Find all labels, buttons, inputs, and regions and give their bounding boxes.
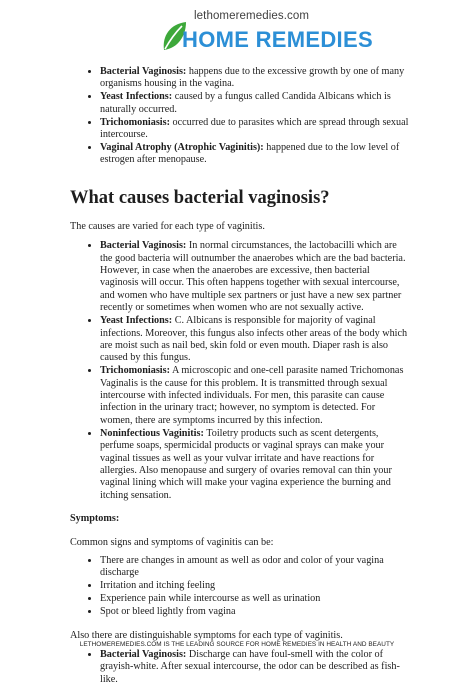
page-footer: LETHOMEREMEDIES.COM IS THE LEADING SOURCE FOR HOME REMEDIES IN HEALTH AND BEAUTY <box>79 641 395 648</box>
causes-list <box>70 240 410 502</box>
symptoms-list <box>70 555 410 619</box>
list-item: • Bacterial Vaginosis: In normal circumstances, the lactobacilli which are the good bacteria will outnumber the anaerobes which are the bad bacteria. However, in case when the anaerobes are excessive, then bacterial vaginosis will occur. This often happens together with sexual intercourse, and women who have multiple sex partners or just have a new sex partner recently or sometimes when women who are not sexually active. <box>100 240 410 314</box>
distinguishable-list <box>70 649 410 686</box>
site-url: lethomeremedies.com <box>194 10 310 22</box>
list-item: • Yeast Infections: C. Albicans is responsible for majority of vaginal infections. Moreover, this fungus also infects other areas of the body which are moist such as nail bed, skin fold or even mouth. Diaper rash is also caused by this fungus. <box>100 315 410 365</box>
list-item: • Trichomoniasis: A microscopic and one-cell parasite named Trichomonas Vaginalis is the cause for this problem. It is transmitted through sexual intercourse with infected individuals. For men, this parasite can cause infection in the urinary tract; however, no symptom is detected. For women, there are symptoms incurred by this infection. <box>100 365 410 427</box>
causes-intro: The causes are varied for each type of vaginitis. <box>70 220 265 232</box>
list-item: • Irritation and itching feeling <box>100 580 410 592</box>
list-item: • Bacterial Vaginosis: Discharge can have foul-smell with the color of grayish-white. After sexual intercourse, the odor can be described as fish-like. <box>100 649 410 686</box>
list-item: • Spot or bleed lightly from vagina <box>100 606 410 618</box>
symptoms-heading: Symptoms: <box>70 513 120 525</box>
list-item: • Vaginal Atrophy (Atrophic Vaginitis): happened due to the low level of estrogen after menopause. <box>100 142 410 167</box>
list-item: • Noninfectious Vaginitis: Toiletry products such as scent detergents, perfume soaps, spermicidal products or vaginal sprays can make your vaginal tissues as well as your vulvar irritate and have reactions for allergies. Also menopause and surgery of ovaries removal can thin your vaginal lining which will make your vagina experience the burning and itching sensation. <box>100 428 410 502</box>
list-item: • There are changes in amount as well as odor and color of your vagina discharge <box>100 555 410 580</box>
list-item: • Yeast Infections: caused by a fungus called Candida Albicans which is naturally occurred. <box>100 91 410 116</box>
list-item: • Bacterial Vaginosis: happens due to the excessive growth by one of many organisms housing in the vagina. <box>100 66 410 91</box>
distinguishable-intro: Also there are distinguishable symptoms for each type of vaginitis. <box>70 629 343 641</box>
symptoms-intro: Common signs and symptoms of vaginitis can be: <box>70 536 274 548</box>
section-heading: What causes bacterial vaginosis? <box>70 187 330 208</box>
site-name: HOME REMEDIES <box>182 27 373 52</box>
vaginitis-types-list <box>70 66 410 167</box>
list-item: • Experience pain while intercourse as well as urination <box>100 593 410 605</box>
list-item: • Trichomoniasis: occurred due to parasites which are spread through sexual intercourse. <box>100 117 410 142</box>
site-logo[interactable] <box>160 10 373 58</box>
article-body <box>70 66 410 687</box>
